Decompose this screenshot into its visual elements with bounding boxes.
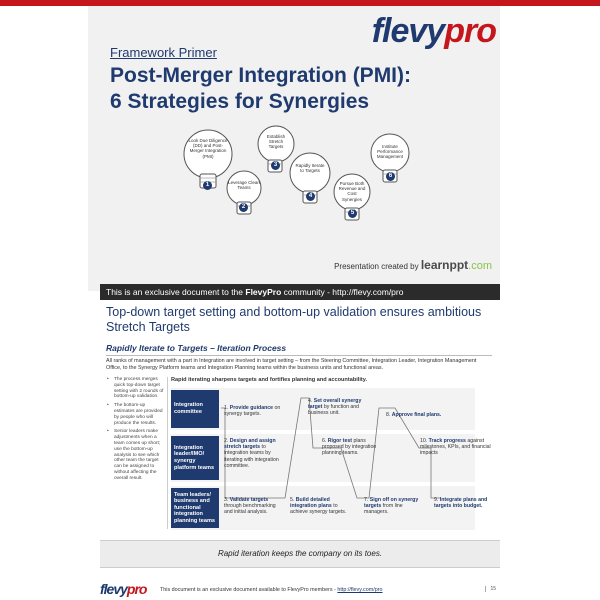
step-6: 6. Rigor test plans proposed by integration planning teams. bbox=[322, 438, 377, 457]
created-by: Presentation created by learnppt.com bbox=[334, 258, 492, 272]
bulb-2-number: 2 bbox=[239, 203, 248, 212]
row-label-team-leaders: Team leaders/ business and functional integration planning teams bbox=[171, 488, 219, 528]
sidebar-bullets bbox=[106, 377, 164, 485]
rapid-iterating-caption: Rapid iterating sharpens targets and fortifies planning and accountability. bbox=[171, 377, 368, 383]
row-label-integration-leader: Integration leader/IMO/ synergy platform teams bbox=[171, 436, 219, 480]
slide-title: Top-down target setting and bottom-up validation ensures ambitious Stretch Targets bbox=[106, 305, 482, 334]
bulb-1-label: Look Due Diligence (DD) and Post-Merger Integration (PMI) bbox=[188, 138, 228, 159]
flevypro-logo: flevypro bbox=[371, 12, 496, 50]
bullet-item: • The process merges quick top-down target setting with 2 rounds of bottom-up validation. bbox=[106, 377, 164, 400]
step-3: 3. Validate targets through benchmarking and initial analysis. bbox=[224, 497, 276, 516]
step-2: 2. Design and assign stretch targets to integration teams by iterating with integration committee. bbox=[224, 438, 279, 469]
step-7: 7. Sign off on synergy targets from line managers. bbox=[364, 497, 419, 516]
step-9: 9. Integrate plans and targets into budget. bbox=[434, 497, 488, 510]
bulb-3-label: Establish Stretch Targets bbox=[266, 134, 286, 150]
step-8: 8. Approve final plans. bbox=[386, 412, 442, 418]
bulb-2-label: Leverage Clean Teams bbox=[228, 180, 260, 191]
bulb-1-number: 1 bbox=[203, 181, 212, 190]
footer-link[interactable]: http://flevy.com/pro bbox=[337, 587, 383, 593]
intro-text: All ranks of management with a part in Integration are involved in target setting – from the Steering Committee, Integration Leader, Integration Management Office, to the Synergy Platform teams and Integration Planning teams within the business units and functional areas. bbox=[106, 358, 477, 371]
page-number: 15 bbox=[485, 586, 496, 592]
footer-flevypro-logo: flevypro bbox=[100, 581, 147, 597]
section-title: Rapidly Iterate to Targets – Iteration Process bbox=[106, 343, 287, 353]
footer bbox=[100, 581, 500, 599]
framework-primer-label: Framework Primer bbox=[110, 45, 217, 60]
bulb-4-label: Rapidly Iterate to Targets bbox=[295, 163, 325, 174]
key-takeaway: Rapid iteration keeps the company on its toes. bbox=[100, 540, 500, 568]
bulb-4-number: 4 bbox=[306, 192, 315, 201]
step-5: 5. Build detailed integration plans to achieve synergy targets. bbox=[290, 497, 347, 516]
footer-text: This document is an exclusive document available to FlevyPro members - http://flevy.com/pro bbox=[160, 587, 383, 593]
step-10: 10. Track progress against milestones, KPIs, and financial impacts bbox=[420, 438, 491, 457]
column-divider bbox=[167, 377, 168, 529]
bullet-item: • The bottom-up estimates are provided by people who will produce the results. bbox=[106, 403, 164, 426]
bulb-5-label: Pursue Both Revenue and Cost Synergies bbox=[338, 181, 366, 202]
step-1: 1. Provide guidance on synergy targets. bbox=[224, 405, 281, 418]
step-4: 4. Set overall synergy target by function and business unit. bbox=[308, 398, 362, 417]
learnppt-logo: learnppt.com bbox=[420, 258, 492, 272]
bulb-3-number: 3 bbox=[271, 161, 280, 170]
bulb-5-number: 5 bbox=[348, 209, 357, 218]
exclusive-banner: This is an exclusive document to the FlevyPro community - http://flevy.com/pro bbox=[100, 284, 500, 300]
row-label-integration-committee: Integration committee bbox=[171, 390, 219, 428]
bulb-6-label: Institute Performance Management bbox=[376, 144, 404, 160]
divider bbox=[106, 355, 492, 356]
bulbs-illustration bbox=[180, 120, 420, 230]
bullet-item: • Senior leaders make adjustments when a team comes up short; use the bottom-up analysis to see which other team the target can be assigned to without affecting the overall result. bbox=[106, 429, 164, 481]
cover-title: Post-Merger Integration (PMI): 6 Strategies for Synergies bbox=[110, 64, 412, 113]
bulb-6-number: 6 bbox=[386, 172, 395, 181]
